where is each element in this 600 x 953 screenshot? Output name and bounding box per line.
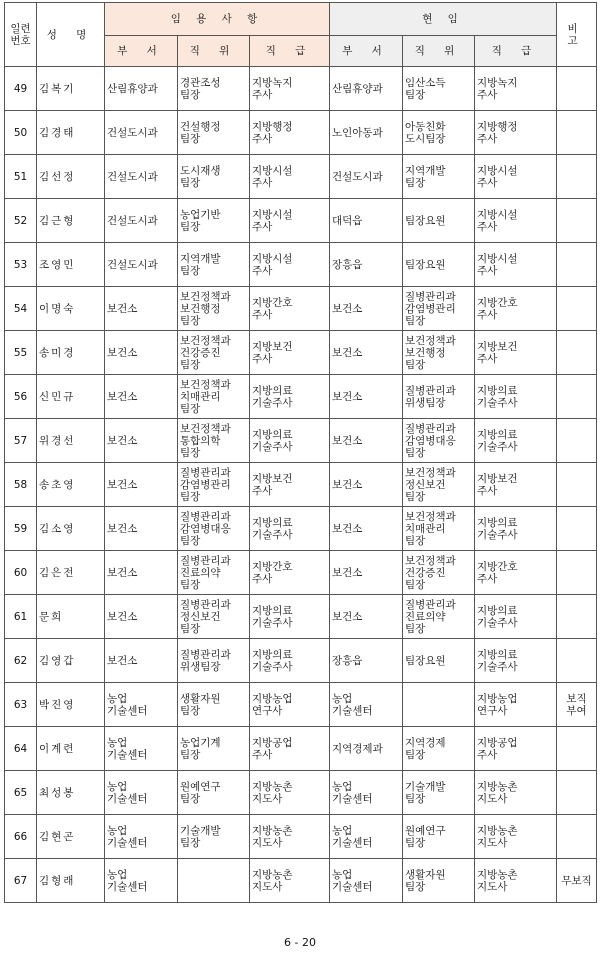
current-position: 보건정책과 치매관리 팀장 xyxy=(403,507,475,551)
employee-name: 김소영 xyxy=(37,507,105,551)
appointment-position: 질병관리과 감염병관리 팀장 xyxy=(178,463,250,507)
row-number: 61 xyxy=(5,595,37,639)
current-grade: 지방농촌 지도사 xyxy=(475,859,557,903)
row-number: 62 xyxy=(5,639,37,683)
appointment-position: 질병관리과 정신보건 팀장 xyxy=(178,595,250,639)
table-row xyxy=(5,243,597,287)
appointment-grade: 지방시설 주사 xyxy=(250,155,330,199)
current-dept: 노인아동과 xyxy=(330,111,403,155)
appointment-grade: 지방의료 기술주사 xyxy=(250,419,330,463)
row-number: 59 xyxy=(5,507,37,551)
remark xyxy=(557,287,597,331)
personnel-table xyxy=(4,2,597,903)
appointment-position: 도시재생 팀장 xyxy=(178,155,250,199)
current-dept: 보건소 xyxy=(330,595,403,639)
appointment-dept: 농업 기술센터 xyxy=(105,683,178,727)
current-dept: 건설도시과 xyxy=(330,155,403,199)
current-position: 기술개발 팀장 xyxy=(403,771,475,815)
current-grade: 지방의료 기술주사 xyxy=(475,375,557,419)
appointment-dept: 보건소 xyxy=(105,287,178,331)
row-number: 53 xyxy=(5,243,37,287)
current-dept: 보건소 xyxy=(330,419,403,463)
table-row xyxy=(5,683,597,727)
appointment-dept: 건설도시과 xyxy=(105,199,178,243)
remark xyxy=(557,507,597,551)
appointment-position: 농업기계 팀장 xyxy=(178,727,250,771)
current-grade: 지방의료 기술주사 xyxy=(475,507,557,551)
header-remark: 비고 xyxy=(557,3,597,67)
employee-name: 김영갑 xyxy=(37,639,105,683)
row-number: 52 xyxy=(5,199,37,243)
appointment-position: 질병관리과 위생팀장 xyxy=(178,639,250,683)
appointment-dept: 보건소 xyxy=(105,463,178,507)
current-dept: 지역경제과 xyxy=(330,727,403,771)
current-dept: 장흥읍 xyxy=(330,243,403,287)
current-position: 지역개발 팀장 xyxy=(403,155,475,199)
table-row xyxy=(5,859,597,903)
row-number: 66 xyxy=(5,815,37,859)
remark: 무보직 xyxy=(557,859,597,903)
appointment-dept: 건설도시과 xyxy=(105,111,178,155)
appointment-grade: 지방녹지 주사 xyxy=(250,67,330,111)
row-number: 63 xyxy=(5,683,37,727)
current-position: 원예연구 팀장 xyxy=(403,815,475,859)
row-number: 55 xyxy=(5,331,37,375)
appointment-grade: 지방공업 주사 xyxy=(250,727,330,771)
current-position: 팀장요원 xyxy=(403,243,475,287)
current-dept: 농업 기술센터 xyxy=(330,859,403,903)
appointment-position: 질병관리과 진료의약 팀장 xyxy=(178,551,250,595)
appointment-dept: 보건소 xyxy=(105,419,178,463)
appointment-dept: 보건소 xyxy=(105,551,178,595)
current-dept: 보건소 xyxy=(330,331,403,375)
header-current-grade: 직 급 xyxy=(475,36,557,67)
remark xyxy=(557,331,597,375)
page-number: 6 - 20 xyxy=(284,936,316,949)
appointment-grade: 지방농업 연구사 xyxy=(250,683,330,727)
employee-name: 조영민 xyxy=(37,243,105,287)
employee-name: 이계련 xyxy=(37,727,105,771)
current-position: 지역경제 팀장 xyxy=(403,727,475,771)
current-grade: 지방농촌 지도사 xyxy=(475,771,557,815)
appointment-grade: 지방농촌 지도사 xyxy=(250,815,330,859)
table-row xyxy=(5,287,597,331)
employee-name: 송초영 xyxy=(37,463,105,507)
table-row xyxy=(5,727,597,771)
appointment-position: 농업기반 팀장 xyxy=(178,199,250,243)
remark: 보직 부여 xyxy=(557,683,597,727)
appointment-grade: 지방의료 기술주사 xyxy=(250,507,330,551)
appointment-grade: 지방농촌 지도사 xyxy=(250,771,330,815)
remark xyxy=(557,551,597,595)
current-dept: 농업 기술센터 xyxy=(330,771,403,815)
table-row xyxy=(5,639,597,683)
appointment-position: 경관조성 팀장 xyxy=(178,67,250,111)
remark xyxy=(557,727,597,771)
header-current-dept: 부 서 xyxy=(330,36,403,67)
appointment-grade: 지방간호 주사 xyxy=(250,287,330,331)
table-row xyxy=(5,771,597,815)
appointment-grade: 지방의료 기술주사 xyxy=(250,639,330,683)
appointment-dept: 건설도시과 xyxy=(105,155,178,199)
current-dept: 보건소 xyxy=(330,375,403,419)
current-dept: 보건소 xyxy=(330,287,403,331)
appointment-position: 보건정책과 건강증진 팀장 xyxy=(178,331,250,375)
current-position: 질병관리과 감염병대응 팀장 xyxy=(403,419,475,463)
current-position: 팀장요원 xyxy=(403,639,475,683)
table-row xyxy=(5,199,597,243)
row-number: 56 xyxy=(5,375,37,419)
current-grade: 지방보건 주사 xyxy=(475,463,557,507)
remark xyxy=(557,463,597,507)
current-position: 질병관리과 감염병관리 팀장 xyxy=(403,287,475,331)
current-dept: 보건소 xyxy=(330,463,403,507)
appointment-position: 보건정책과 보건행정 팀장 xyxy=(178,287,250,331)
header-seq: 일련 번호 xyxy=(5,3,37,67)
row-number: 65 xyxy=(5,771,37,815)
remark xyxy=(557,771,597,815)
table-row xyxy=(5,155,597,199)
row-number: 58 xyxy=(5,463,37,507)
table-row xyxy=(5,815,597,859)
table-row xyxy=(5,551,597,595)
row-number: 49 xyxy=(5,67,37,111)
header-appointment: 임 용 사 항 xyxy=(105,3,330,36)
current-position: 아동친화 도시팀장 xyxy=(403,111,475,155)
appointment-position: 기술개발 팀장 xyxy=(178,815,250,859)
current-grade: 지방행정 주사 xyxy=(475,111,557,155)
current-dept: 농업 기술센터 xyxy=(330,815,403,859)
appointment-grade: 지방시설 주사 xyxy=(250,243,330,287)
remark xyxy=(557,155,597,199)
appointment-dept: 농업 기술센터 xyxy=(105,727,178,771)
employee-name: 김현곤 xyxy=(37,815,105,859)
appointment-position xyxy=(178,859,250,903)
employee-name: 김경태 xyxy=(37,111,105,155)
appointment-grade: 지방농촌 지도사 xyxy=(250,859,330,903)
employee-name: 박진영 xyxy=(37,683,105,727)
employee-name: 김복기 xyxy=(37,67,105,111)
appointment-position: 보건정책과 치매관리 팀장 xyxy=(178,375,250,419)
employee-name: 최성봉 xyxy=(37,771,105,815)
table-row xyxy=(5,111,597,155)
header-name: 성 명 xyxy=(37,3,105,67)
table-row xyxy=(5,463,597,507)
current-dept: 농업 기술센터 xyxy=(330,683,403,727)
employee-name: 김선정 xyxy=(37,155,105,199)
appointment-dept: 농업 기술센터 xyxy=(105,815,178,859)
remark xyxy=(557,595,597,639)
appointment-dept: 농업 기술센터 xyxy=(105,771,178,815)
current-grade: 지방간호 주사 xyxy=(475,287,557,331)
remark xyxy=(557,199,597,243)
current-grade: 지방의료 기술주사 xyxy=(475,595,557,639)
current-grade: 지방간호 주사 xyxy=(475,551,557,595)
table-body xyxy=(5,67,597,903)
appointment-position: 지역개발 팀장 xyxy=(178,243,250,287)
current-position: 보건정책과 보건행정 팀장 xyxy=(403,331,475,375)
appointment-grade: 지방의료 기술주사 xyxy=(250,595,330,639)
header-current-position: 직 위 xyxy=(403,36,475,67)
appointment-dept: 보건소 xyxy=(105,595,178,639)
appointment-position: 보건정책과 통합의학 팀장 xyxy=(178,419,250,463)
appointment-grade: 지방의료 기술주사 xyxy=(250,375,330,419)
row-number: 51 xyxy=(5,155,37,199)
current-grade: 지방녹지 주사 xyxy=(475,67,557,111)
current-dept: 산림휴양과 xyxy=(330,67,403,111)
current-position: 질병관리과 진료의약 팀장 xyxy=(403,595,475,639)
row-number: 54 xyxy=(5,287,37,331)
current-position: 팀장요원 xyxy=(403,199,475,243)
row-number: 57 xyxy=(5,419,37,463)
header-appointment-position: 직 위 xyxy=(178,36,250,67)
remark xyxy=(557,243,597,287)
current-grade: 지방시설 주사 xyxy=(475,199,557,243)
header-current: 현 임 xyxy=(330,3,557,36)
appointment-grade: 지방보건 주사 xyxy=(250,331,330,375)
current-grade: 지방의료 기술주사 xyxy=(475,419,557,463)
appointment-dept: 산림휴양과 xyxy=(105,67,178,111)
current-dept: 보건소 xyxy=(330,551,403,595)
current-grade: 지방시설 주사 xyxy=(475,155,557,199)
row-number: 50 xyxy=(5,111,37,155)
table-row xyxy=(5,595,597,639)
remark xyxy=(557,639,597,683)
remark xyxy=(557,67,597,111)
employee-name: 김형래 xyxy=(37,859,105,903)
appointment-grade: 지방시설 주사 xyxy=(250,199,330,243)
current-position: 생활자원 팀장 xyxy=(403,859,475,903)
appointment-position: 질병관리과 감염병대응 팀장 xyxy=(178,507,250,551)
current-dept: 대덕읍 xyxy=(330,199,403,243)
remark xyxy=(557,375,597,419)
appointment-grade: 지방행정 주사 xyxy=(250,111,330,155)
remark xyxy=(557,815,597,859)
row-number: 64 xyxy=(5,727,37,771)
employee-name: 송미경 xyxy=(37,331,105,375)
current-grade: 지방보건 주사 xyxy=(475,331,557,375)
row-number: 60 xyxy=(5,551,37,595)
header-appointment-dept: 부 서 xyxy=(105,36,178,67)
table-row xyxy=(5,375,597,419)
appointment-grade: 지방보건 주사 xyxy=(250,463,330,507)
current-position: 임산소득 팀장 xyxy=(403,67,475,111)
employee-name: 이명숙 xyxy=(37,287,105,331)
table-row xyxy=(5,507,597,551)
current-grade: 지방농업 연구사 xyxy=(475,683,557,727)
current-dept: 장흥읍 xyxy=(330,639,403,683)
appointment-dept: 건설도시과 xyxy=(105,243,178,287)
row-number: 67 xyxy=(5,859,37,903)
appointment-position: 원예연구 팀장 xyxy=(178,771,250,815)
appointment-dept: 농업 기술센터 xyxy=(105,859,178,903)
employee-name: 위경선 xyxy=(37,419,105,463)
current-position: 질병관리과 위생팀장 xyxy=(403,375,475,419)
employee-name: 김근형 xyxy=(37,199,105,243)
employee-name: 문희 xyxy=(37,595,105,639)
appointment-grade: 지방간호 주사 xyxy=(250,551,330,595)
appointment-dept: 보건소 xyxy=(105,331,178,375)
current-grade: 지방시설 주사 xyxy=(475,243,557,287)
remark xyxy=(557,419,597,463)
current-dept: 보건소 xyxy=(330,507,403,551)
appointment-position: 생활자원 팀장 xyxy=(178,683,250,727)
current-grade: 지방농촌 지도사 xyxy=(475,815,557,859)
employee-name: 신민규 xyxy=(37,375,105,419)
appointment-dept: 보건소 xyxy=(105,639,178,683)
table-row xyxy=(5,419,597,463)
table-row xyxy=(5,331,597,375)
current-position xyxy=(403,683,475,727)
current-position: 보건정책과 정신보건 팀장 xyxy=(403,463,475,507)
remark xyxy=(557,111,597,155)
employee-name: 김은전 xyxy=(37,551,105,595)
header-appointment-grade: 직 급 xyxy=(250,36,330,67)
appointment-dept: 보건소 xyxy=(105,507,178,551)
appointment-position: 건설행정 팀장 xyxy=(178,111,250,155)
current-grade: 지방의료 기술주사 xyxy=(475,639,557,683)
table-row xyxy=(5,67,597,111)
appointment-dept: 보건소 xyxy=(105,375,178,419)
current-grade: 지방공업 주사 xyxy=(475,727,557,771)
current-position: 보건정책과 건강증진 팀장 xyxy=(403,551,475,595)
